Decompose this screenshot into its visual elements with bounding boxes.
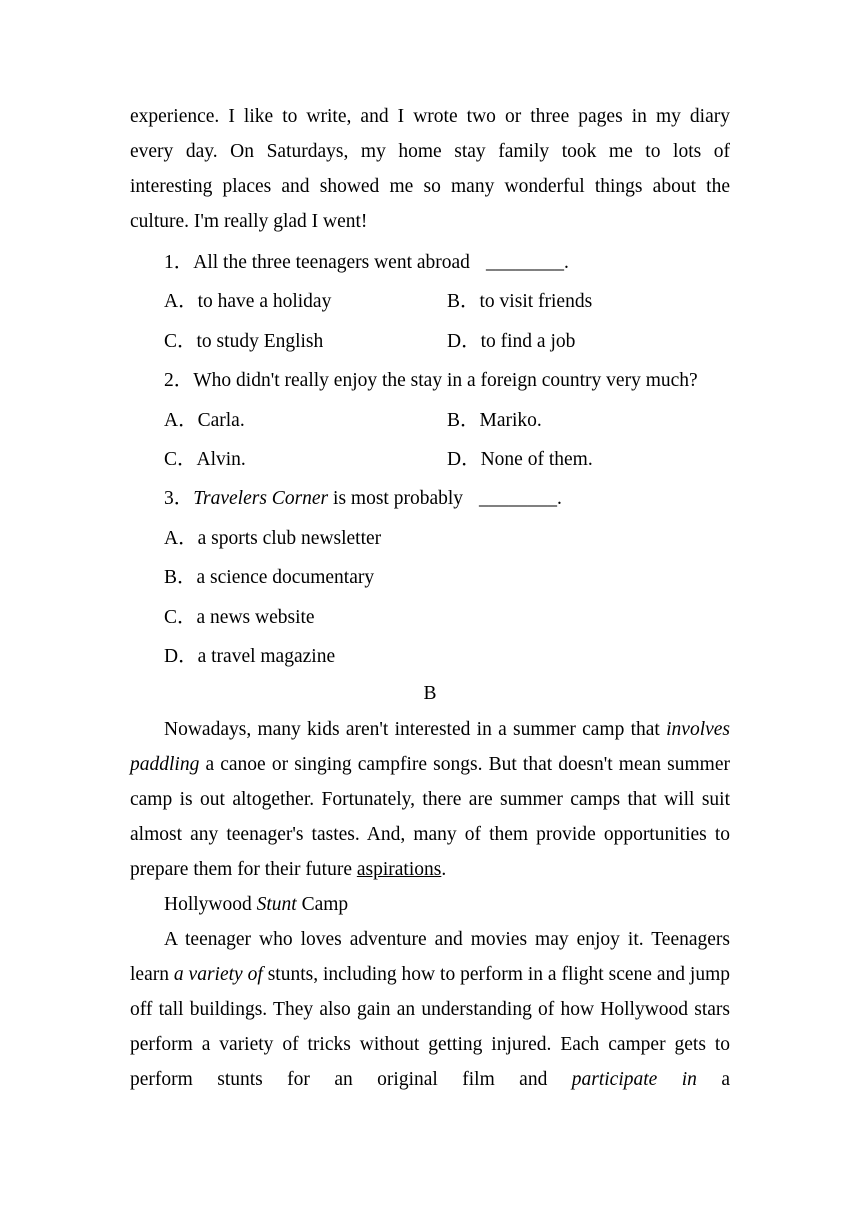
answer-blank: ________. bbox=[479, 488, 562, 510]
option-text: None of them. bbox=[480, 448, 593, 470]
option-text: to find a job bbox=[480, 330, 576, 352]
option-letter: A． bbox=[164, 291, 198, 313]
camp-text: a bbox=[696, 1069, 731, 1091]
intro-text: . bbox=[441, 859, 447, 881]
question-2 bbox=[130, 361, 730, 400]
camp-paragraph bbox=[130, 922, 730, 1097]
option-text: Carla. bbox=[197, 409, 245, 431]
question-number: 1． bbox=[164, 252, 194, 273]
option-text: Mariko. bbox=[479, 409, 542, 431]
option-a[interactable] bbox=[130, 519, 730, 558]
option-row bbox=[130, 401, 730, 440]
camp-italic: participate in bbox=[571, 1069, 697, 1091]
option-a[interactable] bbox=[164, 401, 447, 440]
intro-text: Nowadays, many kids aren't interested in a summer camp that bbox=[164, 719, 660, 741]
option-row bbox=[130, 282, 730, 321]
camp-title-italic: Stunt bbox=[256, 894, 297, 916]
underlined-word: aspirations bbox=[356, 859, 442, 881]
camp-title-text: Hollywood bbox=[164, 894, 257, 916]
option-letter: C． bbox=[164, 448, 197, 470]
intro-text: a canoe or singing campfire songs. But that doesn't mean summer camp is out altogether. Fortunately, there are summer camps that will suit almost any teenager's tastes. And, many of them provide opportunities to prepare them for their future bbox=[130, 754, 730, 881]
question-stem: Who didn't really enjoy the stay in a foreign country very much? bbox=[193, 370, 698, 392]
intro-italic: involves paddling bbox=[130, 719, 731, 776]
question-number: 3． bbox=[164, 488, 194, 510]
option-text: to visit friends bbox=[479, 291, 593, 313]
option-letter: C． bbox=[164, 606, 197, 628]
option-letter: A． bbox=[164, 527, 198, 549]
question-stem-italic: Travelers Corner bbox=[193, 488, 329, 510]
option-text: a news website bbox=[196, 606, 315, 628]
section-heading: B bbox=[423, 683, 437, 705]
answer-blank: ________. bbox=[485, 252, 569, 273]
camp-text: A teenager who loves adventure and movies may enjoy it. Teenagers learn bbox=[130, 929, 730, 986]
document-page bbox=[130, 99, 730, 1097]
option-text: a travel magazine bbox=[197, 645, 336, 667]
option-text: a sports club newsletter bbox=[197, 527, 382, 549]
option-text: a science documentary bbox=[196, 567, 375, 589]
option-row bbox=[130, 440, 730, 479]
option-letter: B． bbox=[447, 409, 480, 431]
option-a[interactable] bbox=[164, 282, 447, 321]
option-letter: D． bbox=[164, 645, 198, 667]
question-stem: is most probably bbox=[328, 488, 464, 510]
question-number: 2． bbox=[164, 370, 194, 392]
option-letter: B． bbox=[447, 291, 480, 313]
option-c[interactable] bbox=[164, 440, 447, 479]
option-row bbox=[130, 322, 730, 361]
option-text: Alvin. bbox=[196, 448, 246, 470]
passage-a-line: experience. I like to write, and I wrote two or three pages in my diary bbox=[130, 106, 730, 127]
camp-text: stunts, including how to perform in a flight scene and jump off tall buildings. They also gain an understanding of how Hollywood stars perform a variety of tricks without getting injured. Each camper gets to perform stunts for an original film and bbox=[130, 964, 731, 1091]
passage-a-line: interesting places and showed me so many wonderful things about the bbox=[130, 176, 730, 197]
passage-a-line: culture. I'm really glad I went! bbox=[130, 211, 368, 232]
option-b[interactable] bbox=[447, 282, 730, 321]
option-d[interactable] bbox=[447, 440, 730, 479]
option-d[interactable] bbox=[447, 322, 730, 361]
option-letter: D． bbox=[447, 448, 481, 470]
option-d[interactable] bbox=[130, 637, 730, 676]
option-text: to have a holiday bbox=[197, 291, 332, 313]
question-1 bbox=[130, 243, 730, 282]
option-letter: B． bbox=[164, 567, 197, 589]
option-letter: C． bbox=[164, 330, 197, 352]
passage-a-line: every day. On Saturdays, my home stay family took me to lots of bbox=[130, 141, 730, 162]
option-letter: A． bbox=[164, 409, 198, 431]
option-c[interactable] bbox=[130, 598, 730, 637]
camp-title bbox=[130, 887, 730, 922]
camp-italic: a variety of bbox=[173, 964, 263, 986]
option-b[interactable] bbox=[130, 558, 730, 597]
question-stem: All the three teenagers went abroad bbox=[193, 252, 470, 273]
option-b[interactable] bbox=[447, 401, 730, 440]
option-text: to study English bbox=[196, 330, 324, 352]
camp-title-text: Camp bbox=[296, 894, 349, 916]
question-3 bbox=[130, 479, 730, 518]
section-b-intro bbox=[130, 712, 730, 887]
option-c[interactable] bbox=[164, 322, 447, 361]
option-letter: D． bbox=[447, 330, 481, 352]
